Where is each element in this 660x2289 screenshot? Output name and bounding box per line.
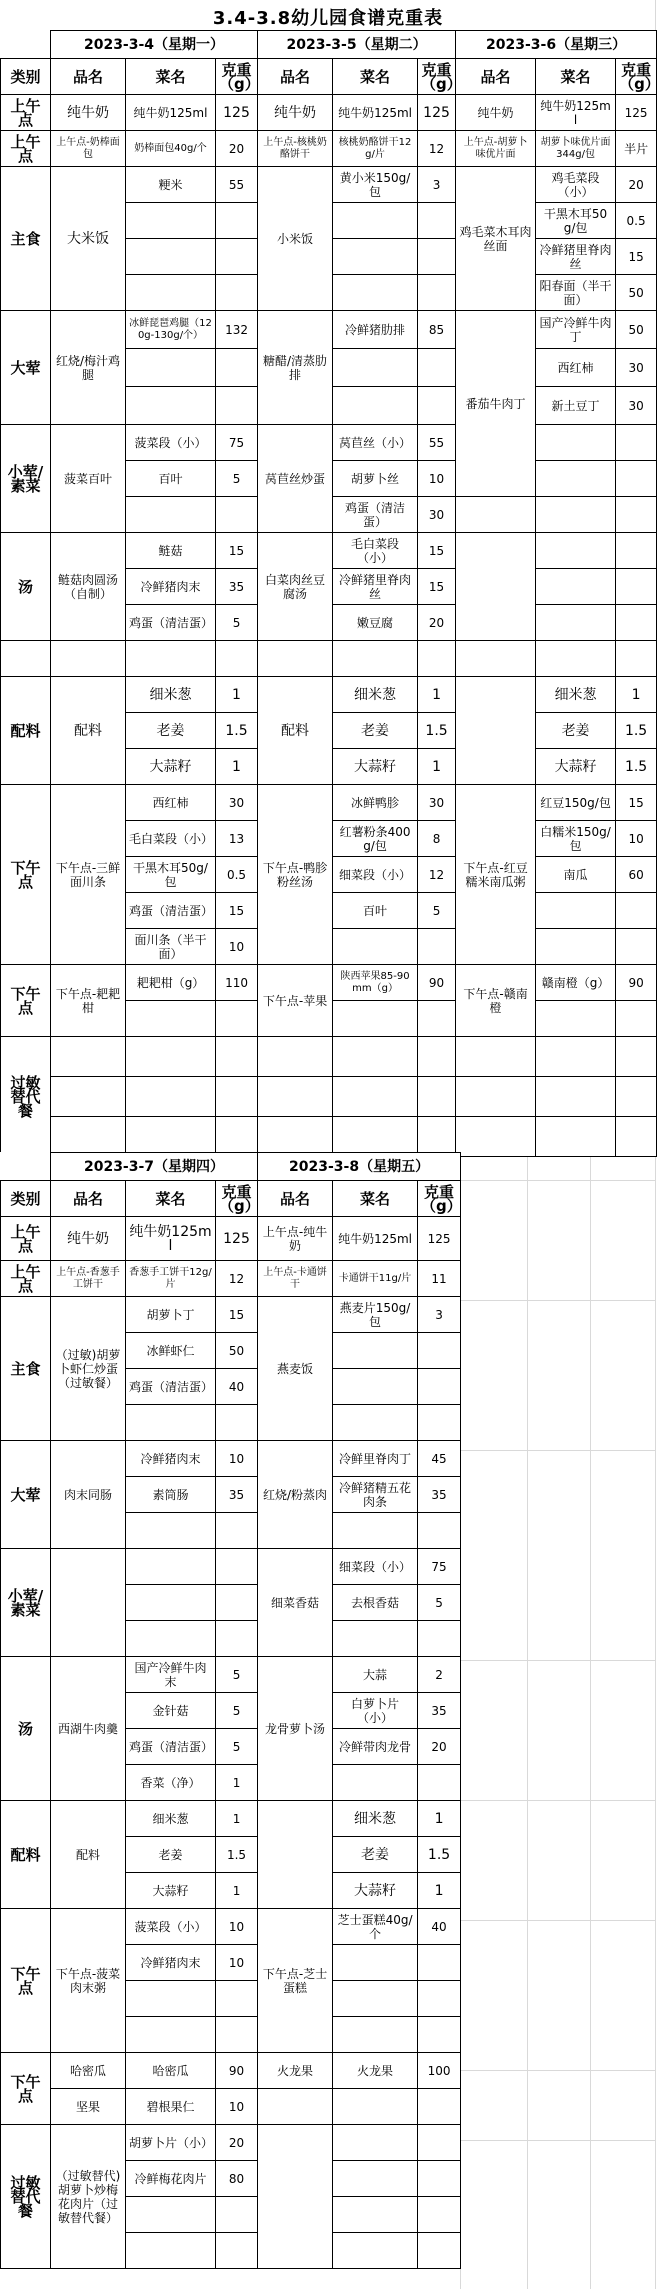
dish-cell: 纯牛奶	[51, 1217, 126, 1261]
ingredient-cell: 细米葱	[333, 677, 418, 713]
ingredient-cell: 冰鲜鸭胗	[333, 785, 418, 821]
category-cell: 主食	[1, 1297, 51, 1441]
ingredient-cell: 耙耙柑（g）	[126, 965, 216, 1001]
ingredient-cell: 鸡毛菜段（小）	[536, 167, 616, 203]
dish-cell: 莴苣丝炒蛋	[258, 425, 333, 533]
ingredient-cell: 冰鲜虾仁	[126, 1333, 216, 1369]
weight-cell: 20	[616, 167, 657, 203]
weight-cell: 125	[216, 95, 258, 131]
category-cell: 上午点	[1, 131, 51, 167]
weight-cell: 13	[216, 821, 258, 857]
ingredient-cell: 大蒜籽	[126, 749, 216, 785]
category-header: 类别	[1, 59, 51, 95]
weight-cell: 10	[216, 929, 258, 965]
table-row	[1, 1909, 461, 1945]
ingredient-cell: 冷鲜猪里脊肉丝	[536, 239, 616, 275]
weight-cell: 5	[216, 605, 258, 641]
ingredient-cell: 鸡蛋（清洁蛋）	[126, 893, 216, 929]
ingredient-cell: 大蒜籽	[126, 1873, 216, 1909]
ingredient-cell: 菠菜段（小）	[126, 425, 216, 461]
dish-cell: 下午点-鸭胗粉丝汤	[258, 785, 333, 965]
dish-header: 品名	[258, 1181, 333, 1217]
ingredient-cell: 莴苣丝（小）	[333, 425, 418, 461]
dish-cell: 西湖牛肉羹	[51, 1657, 126, 1801]
ingredient-cell: 老姜	[126, 713, 216, 749]
dish-cell: 鲢菇肉圆汤（自制）	[51, 533, 126, 641]
table-row	[1, 1297, 461, 1333]
weight-cell: 1.5	[216, 1837, 258, 1873]
weight-cell: 1	[418, 1873, 461, 1909]
ingredient-header: 菜名	[126, 59, 216, 95]
ingredient-cell: 大蒜	[333, 1657, 418, 1693]
ingredient-cell: 冷鲜带肉龙骨	[333, 1729, 418, 1765]
category-cell: 配料	[1, 1801, 51, 1909]
weight-cell: 15	[418, 569, 456, 605]
weight-cell: 11	[418, 1261, 461, 1297]
weight-cell: 90	[418, 965, 456, 1001]
ingredient-cell: 素筒肠	[126, 1477, 216, 1513]
table-row	[1, 311, 657, 349]
ingredient-cell: 新土豆丁	[536, 387, 616, 425]
weight-cell: 10	[216, 1945, 258, 1981]
weight-cell: 125	[216, 1217, 258, 1261]
weight-cell: 8	[418, 821, 456, 857]
date-header: 2023-3-8（星期五）	[258, 1153, 461, 1181]
date-header: 2023-3-4（星期一）	[51, 31, 258, 59]
table-row	[1, 1217, 461, 1261]
ingredient-cell: 陕西苹果85-90mm（g）	[333, 965, 418, 1001]
weight-header: 克重（g）	[216, 1181, 258, 1217]
ingredient-cell: 老姜	[333, 713, 418, 749]
table-row	[1, 785, 657, 821]
dish-cell: 上午点-纯牛奶	[258, 1217, 333, 1261]
ingredient-header: 菜名	[126, 1181, 216, 1217]
dish-cell: 红烧/梅汁鸡腿	[51, 311, 126, 425]
ingredient-cell: 粳米	[126, 167, 216, 203]
weight-cell: 35	[418, 1477, 461, 1513]
weight-cell: 55	[418, 425, 456, 461]
ingredient-cell: 冷鲜猪肉末	[126, 1441, 216, 1477]
weight-cell: 40	[216, 1369, 258, 1405]
weight-cell: 10	[216, 1441, 258, 1477]
table-row	[1, 1261, 461, 1297]
table-row	[1, 2089, 461, 2125]
weight-cell: 1	[418, 1801, 461, 1837]
weight-cell: 1	[216, 749, 258, 785]
dish-cell: 龙骨萝卜汤	[258, 1657, 333, 1801]
table-row	[1, 677, 657, 713]
category-cell: 配料	[1, 677, 51, 785]
ingredient-cell: 百叶	[333, 893, 418, 929]
ingredient-cell: 老姜	[126, 1837, 216, 1873]
weight-cell: 30	[616, 387, 657, 425]
weight-cell: 1	[216, 1873, 258, 1909]
ingredient-cell: 鲢菇	[126, 533, 216, 569]
dish-cell: 糖醋/清蒸肋排	[258, 311, 333, 425]
category-cell: 上午点	[1, 1217, 51, 1261]
weight-header: 克重（g）	[616, 59, 657, 95]
dish-cell: （过敏)胡萝卜虾仁炒蛋（过敏餐）	[51, 1297, 126, 1441]
weight-cell: 35	[418, 1693, 461, 1729]
weight-cell: 10	[616, 821, 657, 857]
ingredient-cell: 细米葱	[126, 677, 216, 713]
ingredient-cell: 燕麦片150g/包	[333, 1297, 418, 1333]
weight-cell: 50	[616, 311, 657, 349]
ingredient-header: 菜名	[333, 59, 418, 95]
dish-cell: 大米饭	[51, 167, 126, 311]
weight-cell: 125	[418, 1217, 461, 1261]
table-row	[1, 1441, 461, 1477]
category-cell: 过敏替代餐	[1, 1037, 51, 1157]
ingredient-cell: 毛白菜段（小）	[333, 533, 418, 569]
ingredient-cell: 胡萝卜丁	[126, 1297, 216, 1333]
table-row	[1, 131, 657, 167]
weight-cell: 15	[616, 239, 657, 275]
category-cell: 小荤/素菜	[1, 425, 51, 533]
table-row	[1, 167, 657, 203]
category-cell: 上午点	[1, 95, 51, 131]
weight-cell: 90	[616, 965, 657, 1001]
dish-header: 品名	[51, 59, 126, 95]
ingredient-cell: 香葱手工饼干12g/片	[126, 1261, 216, 1297]
date-header-row	[1, 31, 657, 59]
table-row	[1, 641, 657, 677]
weight-cell: 5	[216, 1693, 258, 1729]
ingredient-cell: 鸡蛋（清洁蛋）	[126, 1729, 216, 1765]
dish-cell: （过敏替代)胡萝卜炒梅花肉片（过敏替代餐）	[51, 2125, 126, 2269]
dish-header: 品名	[51, 1181, 126, 1217]
ingredient-cell: 冷鲜猪肋排	[333, 311, 418, 349]
ingredient-cell: 国产冷鲜牛肉丁	[536, 311, 616, 349]
table-row	[1, 425, 657, 461]
ingredient-cell: 国产冷鲜牛肉末	[126, 1657, 216, 1693]
dish-cell: 下午点-菠菜肉末粥	[51, 1909, 126, 2053]
ingredient-cell: 百叶	[126, 461, 216, 497]
ingredient-cell: 干黑木耳50g/包	[126, 857, 216, 893]
dish-cell: 火龙果	[258, 2053, 333, 2089]
weight-cell: 1.5	[616, 713, 657, 749]
table-row	[1, 965, 657, 1001]
ingredient-cell: 大蒜籽	[333, 749, 418, 785]
ingredient-cell: 细菜段（小）	[333, 1549, 418, 1585]
ingredient-cell: 西红柿	[536, 349, 616, 387]
ingredient-cell: 细米葱	[536, 677, 616, 713]
ingredient-cell: 金针菇	[126, 1693, 216, 1729]
weight-cell: 0.5	[616, 203, 657, 239]
category-cell: 上午点	[1, 1261, 51, 1297]
ingredient-cell: 哈密瓜	[126, 2053, 216, 2089]
weight-cell: 30	[418, 497, 456, 533]
weight-cell: 1	[418, 749, 456, 785]
weight-cell: 20	[418, 1729, 461, 1765]
ingredient-cell: 西红柿	[126, 785, 216, 821]
weight-cell: 3	[418, 1297, 461, 1333]
weight-cell: 30	[216, 785, 258, 821]
menu-table-week2	[0, 1152, 461, 2269]
ingredient-cell: 卡通饼干11g/片	[333, 1261, 418, 1297]
ingredient-cell: 冷鲜猪精五花肉条	[333, 1477, 418, 1513]
dish-cell: 上午点-核桃奶酪饼干	[258, 131, 333, 167]
ingredient-cell: 冷鲜猪里脊肉丝	[333, 569, 418, 605]
weight-cell: 2	[418, 1657, 461, 1693]
ingredient-cell: 纯牛奶125ml	[536, 95, 616, 131]
dish-cell: 白菜肉丝豆腐汤	[258, 533, 333, 641]
weight-cell: 1	[418, 677, 456, 713]
weight-cell: 50	[616, 275, 657, 311]
ingredient-cell: 白萝卜片（小）	[333, 1693, 418, 1729]
weight-cell: 20	[216, 2125, 258, 2161]
ingredient-header: 菜名	[536, 59, 616, 95]
ingredient-cell: 赣南橙（g）	[536, 965, 616, 1001]
weight-cell: 5	[418, 893, 456, 929]
category-header: 类别	[1, 1181, 51, 1217]
ingredient-cell: 纯牛奶125ml	[126, 95, 216, 131]
table-row	[1, 2125, 461, 2161]
weight-cell: 125	[418, 95, 456, 131]
dish-cell: 下午点-耙耙柑	[51, 965, 126, 1037]
ingredient-cell: 黄小米150g/包	[333, 167, 418, 203]
ingredient-cell: 大蒜籽	[536, 749, 616, 785]
weight-cell: 5	[216, 1657, 258, 1693]
weight-cell: 1	[216, 1765, 258, 1801]
dish-cell: 红烧/粉蒸肉	[258, 1441, 333, 1549]
table-row	[1, 533, 657, 569]
dish-cell: 燕麦饭	[258, 1297, 333, 1441]
ingredient-cell: 毛白菜段（小）	[126, 821, 216, 857]
ingredient-cell: 红薯粉条400g/包	[333, 821, 418, 857]
dish-header: 品名	[456, 59, 536, 95]
ingredient-cell: 菠菜段（小）	[126, 1909, 216, 1945]
category-cell: 主食	[1, 167, 51, 311]
weight-cell: 15	[216, 893, 258, 929]
dish-cell: 纯牛奶	[258, 95, 333, 131]
table-row	[1, 2053, 461, 2089]
weight-cell: 75	[216, 425, 258, 461]
weight-header: 克重（g）	[216, 59, 258, 95]
dish-cell: 上午点-卡通饼干	[258, 1261, 333, 1297]
ingredient-cell: 细米葱	[126, 1801, 216, 1837]
ingredient-cell: 鸡蛋（清洁蛋）	[333, 497, 418, 533]
weight-cell: 3	[418, 167, 456, 203]
ingredient-cell: 阳春面（半干面）	[536, 275, 616, 311]
ingredient-cell: 奶棒面包40g/个	[126, 131, 216, 167]
ingredient-cell: 鸡蛋（清洁蛋）	[126, 1369, 216, 1405]
ingredient-cell: 胡萝卜味优片面344g/包	[536, 131, 616, 167]
dish-cell: 哈密瓜	[51, 2053, 126, 2089]
weight-cell: 1.5	[216, 713, 258, 749]
weight-cell: 12	[418, 131, 456, 167]
column-header-row	[1, 59, 657, 95]
weight-cell: 10	[216, 1909, 258, 1945]
ingredient-cell: 鸡蛋（清洁蛋）	[126, 605, 216, 641]
ingredient-cell: 冷鲜猪肉末	[126, 569, 216, 605]
weight-cell: 10	[418, 461, 456, 497]
weight-cell: 60	[616, 857, 657, 893]
column-header-row	[1, 1181, 461, 1217]
ingredient-cell: 细米葱	[333, 1801, 418, 1837]
ingredient-cell: 老姜	[333, 1837, 418, 1873]
ingredient-cell: 去根香菇	[333, 1585, 418, 1621]
weight-cell: 85	[418, 311, 456, 349]
weight-cell: 40	[418, 1909, 461, 1945]
page-title: 3.4-3.8幼儿园食谱克重表	[212, 8, 444, 29]
weight-cell: 45	[418, 1441, 461, 1477]
weight-cell: 30	[616, 349, 657, 387]
weight-cell: 1.5	[616, 749, 657, 785]
ingredient-cell: 红豆150g/包	[536, 785, 616, 821]
weight-cell: 12	[418, 857, 456, 893]
weight-cell: 半片	[616, 131, 657, 167]
dish-cell: 细菜香菇	[258, 1549, 333, 1657]
weight-cell: 5	[216, 1729, 258, 1765]
weight-cell: 1.5	[418, 1837, 461, 1873]
weight-header: 克重（g）	[418, 1181, 461, 1217]
dish-cell: 菠菜百叶	[51, 425, 126, 533]
weight-cell: 15	[216, 1297, 258, 1333]
dish-cell: 鸡毛菜木耳肉丝面	[456, 167, 536, 311]
ingredient-cell: 细菜段（小）	[333, 857, 418, 893]
weight-header: 克重（g）	[418, 59, 456, 95]
dish-cell: 上午点-香葱手工饼干	[51, 1261, 126, 1297]
weight-cell: 20	[216, 131, 258, 167]
weight-cell: 30	[418, 785, 456, 821]
dish-cell: 下午点-芝士蛋糕	[258, 1909, 333, 2053]
weight-cell: 90	[216, 2053, 258, 2089]
category-cell: 汤	[1, 533, 51, 641]
weight-cell: 35	[216, 1477, 258, 1513]
dish-cell: 番茄牛肉丁	[456, 311, 536, 497]
ingredient-cell: 火龙果	[333, 2053, 418, 2089]
weight-cell: 15	[418, 533, 456, 569]
ingredient-cell: 纯牛奶125ml	[333, 95, 418, 131]
weight-cell: 15	[616, 785, 657, 821]
ingredient-cell: 大蒜籽	[333, 1873, 418, 1909]
dish-cell: 坚果	[51, 2089, 126, 2125]
weight-cell: 80	[216, 2161, 258, 2197]
category-cell: 下午点	[1, 785, 51, 965]
weight-cell: 0.5	[216, 857, 258, 893]
weight-cell: 10	[216, 2089, 258, 2125]
ingredient-cell: 白糯米150g/包	[536, 821, 616, 857]
dish-cell: 上午点-胡萝卜味优片面	[456, 131, 536, 167]
ingredient-cell: 胡萝卜片（小）	[126, 2125, 216, 2161]
weight-cell: 55	[216, 167, 258, 203]
ingredient-cell: 纯牛奶125ml	[126, 1217, 216, 1261]
weight-cell: 1	[616, 677, 657, 713]
ingredient-cell: 核桃奶酪饼干12g/片	[333, 131, 418, 167]
date-header: 2023-3-7（星期四）	[51, 1153, 258, 1181]
category-cell: 下午点	[1, 2053, 51, 2125]
dish-cell: 配料	[51, 1801, 126, 1909]
ingredient-cell: 碧根果仁	[126, 2089, 216, 2125]
weight-cell: 50	[216, 1333, 258, 1369]
category-cell: 过敏替代餐	[1, 2125, 51, 2269]
table-row	[1, 1657, 461, 1693]
category-cell: 汤	[1, 1657, 51, 1801]
ingredient-cell: 冰鲜琵琶鸡腿（120g-130g/个）	[126, 311, 216, 349]
table-row	[1, 1037, 657, 1077]
date-header-row	[1, 1153, 461, 1181]
ingredient-cell: 南瓜	[536, 857, 616, 893]
dish-cell: 配料	[51, 677, 126, 785]
table-row	[1, 95, 657, 131]
weight-cell: 5	[418, 1585, 461, 1621]
ingredient-cell: 干黑木耳50g/包	[536, 203, 616, 239]
ingredient-cell: 冷鲜里脊肉丁	[333, 1441, 418, 1477]
table-row	[1, 1549, 461, 1585]
dish-header: 品名	[258, 59, 333, 95]
ingredient-cell: 老姜	[536, 713, 616, 749]
weight-cell: 1	[216, 1801, 258, 1837]
weight-cell: 1	[216, 677, 258, 713]
table-row	[1, 1077, 657, 1117]
weight-cell: 15	[216, 533, 258, 569]
weight-cell: 132	[216, 311, 258, 349]
dish-cell: 纯牛奶	[456, 95, 536, 131]
ingredient-cell: 香菜（净）	[126, 1765, 216, 1801]
ingredient-cell: 冷鲜猪肉末	[126, 1945, 216, 1981]
weight-cell: 75	[418, 1549, 461, 1585]
dish-cell: 小米饭	[258, 167, 333, 311]
ingredient-header: 菜名	[333, 1181, 418, 1217]
category-cell: 大荤	[1, 311, 51, 425]
table-row	[1, 1801, 461, 1837]
ingredient-cell: 面川条（半干面）	[126, 929, 216, 965]
menu-table-week1	[0, 30, 660, 1157]
weight-cell: 100	[418, 2053, 461, 2089]
category-cell: 下午点	[1, 965, 51, 1037]
dish-cell: 上午点-奶棒面包	[51, 131, 126, 167]
dish-cell: 纯牛奶	[51, 95, 126, 131]
dish-cell: 配料	[258, 677, 333, 785]
ingredient-cell: 芝士蛋糕40g/个	[333, 1909, 418, 1945]
weight-cell: 5	[216, 461, 258, 497]
dish-cell: 下午点-红豆糯米南瓜粥	[456, 785, 536, 965]
weight-cell: 125	[616, 95, 657, 131]
weight-cell: 35	[216, 569, 258, 605]
ingredient-cell: 胡萝卜丝	[333, 461, 418, 497]
category-cell: 大荤	[1, 1441, 51, 1549]
dish-cell: 下午点-赣南橙	[456, 965, 536, 1037]
date-header: 2023-3-5（星期二）	[258, 31, 456, 59]
ingredient-cell: 冷鲜梅花肉片	[126, 2161, 216, 2197]
category-cell: 小荤/素菜	[1, 1549, 51, 1657]
ingredient-cell: 嫩豆腐	[333, 605, 418, 641]
weight-cell: 1.5	[418, 713, 456, 749]
weight-cell: 12	[216, 1261, 258, 1297]
category-cell: 下午点	[1, 1909, 51, 2053]
date-header: 2023-3-6（星期三）	[456, 31, 657, 59]
ingredient-cell: 纯牛奶125ml	[333, 1217, 418, 1261]
weight-cell: 20	[418, 605, 456, 641]
table-row	[1, 1117, 657, 1157]
dish-cell: 肉末同肠	[51, 1441, 126, 1549]
weight-cell: 110	[216, 965, 258, 1001]
dish-cell: 下午点-苹果	[258, 965, 333, 1037]
dish-cell: 下午点-三鲜面川条	[51, 785, 126, 965]
